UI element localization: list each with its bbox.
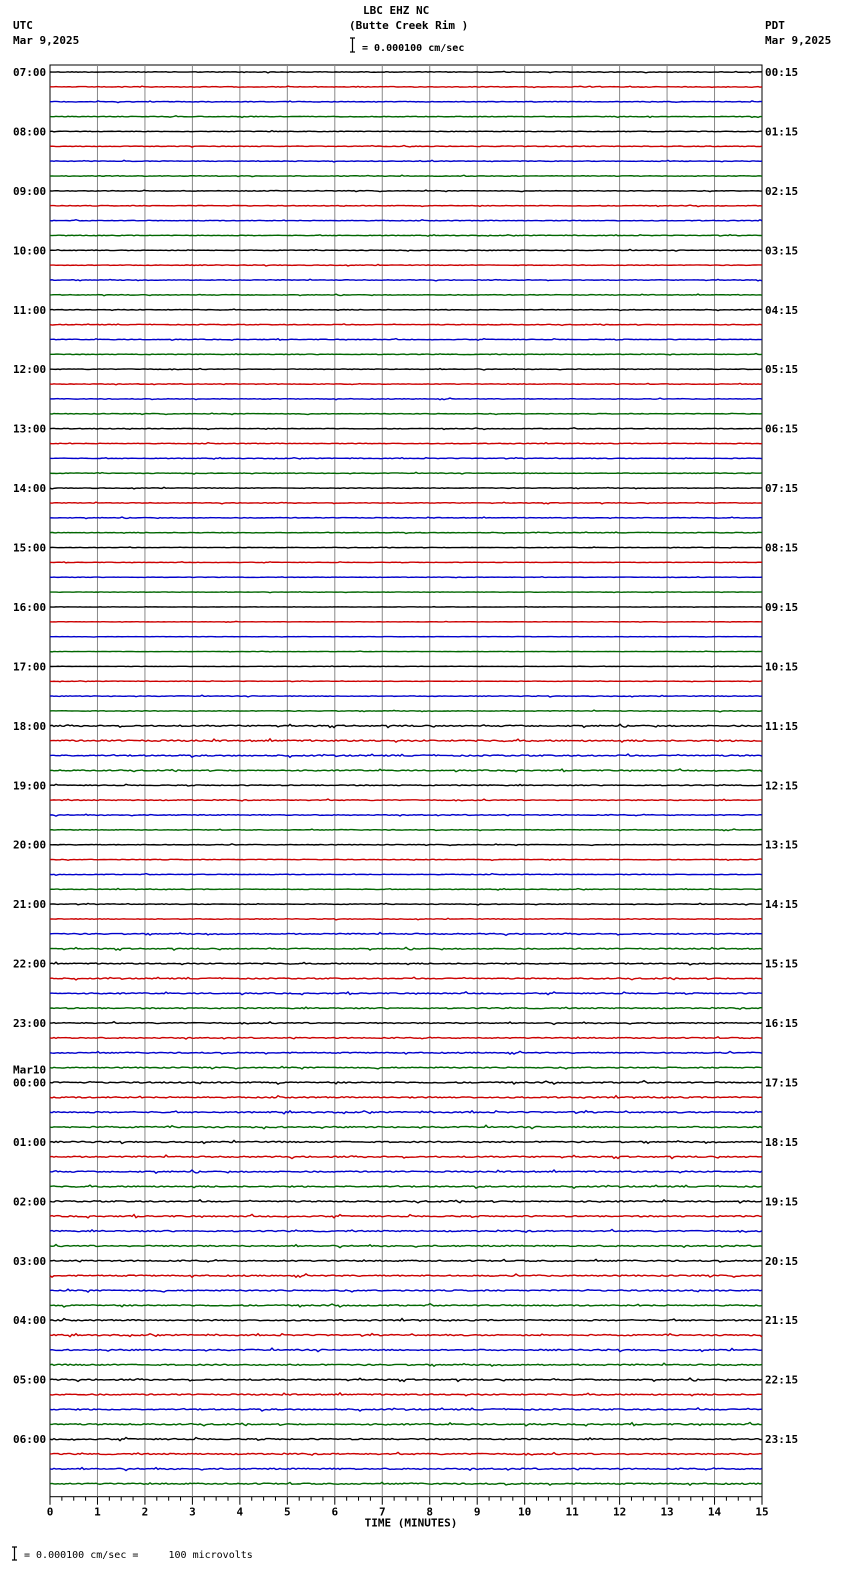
trace-line (50, 874, 762, 876)
x-tick-label: 11 (565, 1505, 579, 1519)
station-title: LBC EHZ NC (363, 4, 430, 17)
trace-line (50, 1378, 762, 1381)
trace-line (50, 309, 762, 311)
x-tick-label: 7 (378, 1505, 386, 1519)
footer-scale-bar (12, 1547, 17, 1560)
trace-line (50, 666, 762, 667)
trace-line (50, 324, 762, 326)
pdt-hour-label: 01:15 (765, 125, 799, 139)
trace-line (50, 443, 762, 444)
pdt-hour-label: 23:15 (765, 1433, 799, 1447)
trace-line (50, 190, 762, 191)
right-timezone: PDT (765, 19, 785, 32)
trace-line (50, 1348, 762, 1351)
utc-hour-label: 11:00 (13, 303, 47, 317)
pdt-hour-label: 14:15 (765, 898, 799, 912)
trace-line (50, 933, 762, 936)
trace-line (50, 517, 762, 519)
pdt-hour-label: 16:15 (765, 1017, 799, 1031)
trace-line (50, 1289, 762, 1292)
pdt-hour-label: 09:15 (765, 600, 799, 614)
scale-bar (350, 38, 355, 52)
trace-line (50, 1393, 762, 1396)
trace-line (50, 947, 762, 950)
x-axis-title: TIME (MINUTES) (364, 1516, 458, 1530)
trace-line (50, 1214, 762, 1217)
trace-line (50, 977, 762, 980)
pdt-hour-label: 22:15 (765, 1373, 799, 1387)
date-change-label: Mar10 (13, 1063, 47, 1077)
trace-line (50, 398, 762, 400)
trace-line (50, 1200, 762, 1203)
utc-hour-label: 18:00 (13, 719, 47, 733)
utc-hour-label: 10:00 (13, 244, 47, 258)
trace-line (50, 799, 762, 801)
trace-line (50, 428, 762, 430)
pdt-hour-label: 07:15 (765, 482, 799, 496)
trace-line (50, 472, 762, 474)
trace-line (50, 175, 762, 176)
trace-line (50, 754, 762, 757)
pdt-hour-label: 06:15 (765, 422, 799, 436)
utc-hour-label: 19:00 (13, 779, 47, 793)
trace-line (50, 1125, 762, 1129)
trace-line (50, 502, 762, 504)
utc-hour-label: 05:00 (13, 1373, 47, 1387)
pdt-hour-label: 00:15 (765, 66, 799, 79)
utc-hour-label: 20:00 (13, 838, 47, 852)
trace-line (50, 1452, 762, 1455)
trace-line (50, 131, 762, 132)
trace-line (50, 249, 762, 251)
trace-line (50, 710, 762, 712)
trace-line (50, 264, 762, 266)
trace-line (50, 1081, 762, 1084)
trace-line (50, 577, 762, 578)
trace-line (50, 354, 762, 355)
pdt-hour-label: 02:15 (765, 184, 799, 198)
trace-line (50, 487, 762, 489)
trace-line (50, 636, 762, 637)
trace-line (50, 547, 762, 548)
x-tick-label: 5 (284, 1505, 291, 1519)
trace-line (50, 1096, 762, 1099)
pdt-hour-label: 17:15 (765, 1076, 799, 1090)
trace-line (50, 1422, 762, 1425)
trace-line (50, 1155, 762, 1158)
trace-line (50, 1245, 762, 1248)
utc-hour-label: 08:00 (13, 125, 47, 139)
pdt-hour-label: 05:15 (765, 363, 799, 377)
pdt-hour-label: 11:15 (765, 719, 799, 733)
utc-hour-label: 16:00 (13, 600, 47, 614)
trace-line (50, 903, 762, 905)
trace-line (50, 1185, 762, 1188)
trace-line (50, 1482, 762, 1485)
trace-line (50, 1468, 762, 1471)
trace-line (50, 562, 762, 563)
x-tick-label: 15 (755, 1505, 769, 1519)
left-date: Mar 9,2025 (13, 34, 80, 47)
site-title: (Butte Creek Rim ) (349, 19, 469, 32)
utc-hour-label: 14:00 (13, 482, 47, 496)
utc-hour-label: 07:00 (13, 66, 47, 79)
utc-hour-label: 22:00 (13, 957, 47, 971)
utc-hour-label: 01:00 (13, 1135, 47, 1149)
pdt-hour-label: 19:15 (765, 1195, 799, 1209)
x-tick-label: 2 (141, 1505, 149, 1519)
trace-line (50, 1051, 762, 1054)
trace-line (50, 339, 762, 341)
pdt-hour-label: 10:15 (765, 660, 799, 674)
trace-line (50, 695, 762, 697)
trace-line (50, 1319, 762, 1322)
trace-line (50, 918, 762, 920)
utc-hour-label: 02:00 (13, 1195, 47, 1209)
trace-line (50, 86, 762, 87)
x-tick-label: 12 (612, 1505, 627, 1519)
utc-hour-label: 12:00 (13, 363, 47, 377)
utc-hour-label: 15:00 (13, 541, 47, 555)
trace-line (50, 769, 762, 772)
trace-line (50, 458, 762, 460)
trace-line (50, 1140, 762, 1143)
pdt-hour-label: 18:15 (765, 1135, 799, 1149)
trace-line (50, 1111, 762, 1114)
trace-line (50, 145, 762, 147)
trace-line (50, 1363, 762, 1366)
x-tick-label: 4 (236, 1505, 244, 1519)
x-tick-label: 10 (518, 1505, 532, 1519)
x-tick-label: 3 (189, 1505, 196, 1519)
trace-line (50, 532, 762, 534)
trace-line (50, 369, 762, 371)
footer-scale-text: = 0.000100 cm/sec = 100 microvolts (24, 1550, 253, 1561)
trace-line (50, 888, 762, 890)
right-date: Mar 9,2025 (765, 34, 832, 47)
utc-hour-label: 03:00 (13, 1254, 47, 1268)
trace-line (50, 814, 762, 816)
trace-line (50, 681, 762, 682)
trace-line (50, 1170, 762, 1173)
trace-line (50, 1334, 762, 1337)
trace-line (50, 844, 762, 846)
trace-line (50, 1007, 762, 1009)
x-tick-label: 0 (46, 1505, 54, 1519)
trace-line (50, 621, 762, 622)
utc-hour-label: 13:00 (13, 422, 47, 436)
trace-line (50, 160, 762, 162)
trace-line (50, 101, 762, 103)
utc-hour-label: 06:00 (13, 1433, 47, 1447)
trace-line (50, 1037, 762, 1039)
trace-line (50, 739, 762, 742)
trace-line (50, 1304, 762, 1307)
trace-line (50, 383, 762, 384)
trace-line (50, 724, 762, 727)
trace-line (50, 592, 762, 593)
left-timezone: UTC (13, 19, 33, 32)
trace-line (50, 1229, 762, 1232)
utc-hour-label: 04:00 (13, 1314, 47, 1328)
trace-line (50, 1408, 762, 1411)
utc-hour-label: 17:00 (13, 660, 47, 674)
trace-line (50, 651, 762, 652)
trace-line (50, 279, 762, 281)
scale-text: = 0.000100 cm/sec (362, 43, 465, 54)
trace-line (50, 859, 762, 860)
trace-line (50, 205, 762, 207)
pdt-hour-label: 12:15 (765, 779, 799, 793)
x-tick-label: 6 (331, 1505, 339, 1519)
pdt-hour-label: 15:15 (765, 957, 799, 971)
trace-line (50, 962, 762, 965)
trace-line (50, 784, 762, 786)
trace-line (50, 992, 762, 995)
x-tick-label: 13 (660, 1505, 674, 1519)
pdt-hour-label: 08:15 (765, 541, 799, 555)
trace-line (50, 1259, 762, 1262)
pdt-hour-label: 03:15 (765, 244, 799, 258)
utc-hour-label: 00:00 (13, 1076, 47, 1090)
x-tick-label: 8 (426, 1505, 434, 1519)
trace-line (50, 116, 762, 118)
pdt-hour-label: 21:15 (765, 1314, 799, 1328)
x-tick-label: 9 (473, 1505, 481, 1519)
trace-line (50, 294, 762, 296)
trace-line (50, 1066, 762, 1068)
trace-line (50, 413, 762, 414)
trace-line (50, 1022, 762, 1025)
x-tick-label: 14 (707, 1505, 722, 1519)
trace-line (50, 1274, 762, 1277)
utc-hour-label: 21:00 (13, 898, 47, 912)
pdt-hour-label: 20:15 (765, 1254, 799, 1268)
trace-line (50, 71, 762, 72)
trace-line (50, 220, 762, 221)
utc-hour-label: 23:00 (13, 1017, 47, 1031)
pdt-hour-label: 13:15 (765, 838, 799, 852)
trace-line (50, 607, 762, 608)
pdt-hour-label: 04:15 (765, 303, 799, 317)
trace-line (50, 235, 762, 237)
trace-line (50, 1438, 762, 1441)
trace-line (50, 829, 762, 831)
utc-hour-label: 09:00 (13, 184, 47, 198)
x-tick-label: 1 (94, 1505, 101, 1519)
